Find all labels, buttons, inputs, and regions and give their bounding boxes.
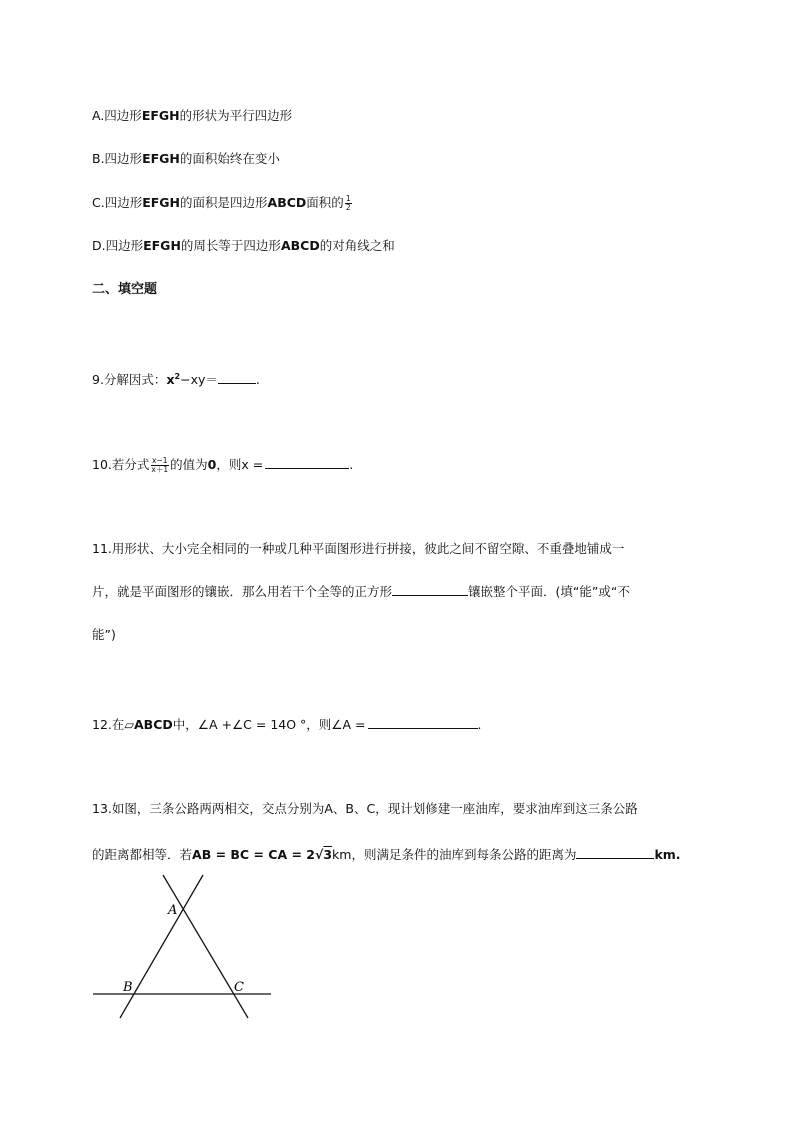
q9-expr2: −xy＝ bbox=[180, 372, 218, 388]
option-c-bold: EFGH bbox=[142, 195, 181, 210]
q11-line2a: 片，就是平面图形的镶嵌．那么用若干个全等的正方形 bbox=[92, 584, 393, 599]
option-b bbox=[92, 151, 280, 167]
q13-line2a: 的距离都相等．若 bbox=[92, 847, 193, 862]
option-c-frac-den: 2 bbox=[345, 203, 351, 212]
option-d-suffix: 的对角线之和 bbox=[319, 238, 395, 253]
q11-answer-blank[interactable] bbox=[392, 583, 468, 596]
question-9 bbox=[92, 369, 260, 388]
label-c: C bbox=[234, 980, 244, 995]
label-b: B bbox=[123, 980, 133, 995]
q10-tail: ，则x = bbox=[216, 457, 264, 472]
question-12 bbox=[92, 716, 481, 733]
q13-sqrt: 3 bbox=[323, 847, 333, 862]
q9-text: 9.分解因式： bbox=[92, 372, 167, 388]
option-d-prefix: D.四边形 bbox=[92, 238, 144, 253]
q11-line2b: 镶嵌整个平面．(填“能”或“不 bbox=[468, 584, 630, 599]
option-b-suffix: 的面积始终在变小 bbox=[179, 151, 280, 166]
q10-mid: 的值为 bbox=[170, 457, 208, 472]
section-title: 二、填空题 bbox=[92, 282, 158, 297]
question-10 bbox=[92, 456, 353, 474]
road-ab bbox=[120, 875, 203, 1018]
option-c-bold2: ABCD bbox=[267, 195, 307, 210]
option-d-mid: 的周长等于四边形 bbox=[180, 238, 281, 253]
road-ac bbox=[163, 875, 248, 1018]
q13-unit: km. bbox=[654, 847, 681, 862]
q12-end: . bbox=[477, 717, 482, 732]
q12-answer-blank[interactable] bbox=[368, 716, 478, 729]
option-a-prefix: A.四边形 bbox=[92, 108, 142, 123]
question-11-line2 bbox=[92, 583, 630, 600]
option-c-suffix: 面积的 bbox=[306, 195, 344, 210]
q10-text: 10.若分式 bbox=[92, 457, 150, 472]
q12-bold: ABCD bbox=[134, 717, 173, 732]
option-d bbox=[92, 238, 395, 254]
option-c-prefix: C.四边形 bbox=[92, 195, 143, 210]
q9-exponent: 2 bbox=[174, 372, 181, 381]
triangle-figure bbox=[90, 870, 280, 1025]
question-11-line1: 11.用形状、大小完全相同的一种或几种平面图形进行拼接，彼此之间不留空隙、不重叠地铺成一 bbox=[92, 541, 625, 556]
q12-mid: 中，∠A +∠C = 14O °，则∠A = bbox=[172, 717, 366, 732]
option-a bbox=[92, 108, 292, 124]
q10-zero: 0 bbox=[207, 457, 217, 472]
option-c bbox=[92, 195, 353, 212]
q10-fraction bbox=[150, 457, 169, 474]
option-a-bold: EFGH bbox=[141, 108, 180, 123]
q9-end: . bbox=[255, 372, 260, 388]
question-11-line3: 能”) bbox=[92, 627, 116, 642]
q13-line2b: km，则满足条件的油库到每条公路的距离为 bbox=[332, 847, 577, 862]
q10-answer-blank[interactable] bbox=[265, 456, 349, 469]
option-d-bold2: ABCD bbox=[280, 238, 320, 253]
option-b-bold: EFGH bbox=[142, 151, 180, 166]
question-13-line1: 13.如图，三条公路两两相交，交点分别为A、B、C，现计划修建一座油库，要求油库到这三条公路 bbox=[92, 801, 638, 816]
option-d-bold: EFGH bbox=[143, 238, 181, 253]
question-13-line2: 的距离都相等．若AB = BC = CA = 2√3km，则满足条件的油库到每条公路的距离为 km. bbox=[92, 847, 681, 862]
option-c-mid: 的面积是四边形 bbox=[180, 195, 268, 210]
q9-answer-blank[interactable] bbox=[218, 371, 256, 384]
q10-frac-den: x＋1 bbox=[151, 465, 169, 474]
q12-text: 12.在▱ bbox=[92, 717, 134, 732]
option-c-frac-num: 1 bbox=[345, 194, 351, 203]
q10-frac-num: x−1 bbox=[152, 456, 168, 465]
q13-equation: AB = BC = CA = 2 bbox=[192, 847, 315, 862]
option-c-fraction bbox=[345, 195, 352, 212]
label-a: A bbox=[168, 903, 178, 918]
q9-expr: x bbox=[166, 372, 175, 388]
q10-end: . bbox=[349, 457, 354, 472]
option-b-prefix: B.四边形 bbox=[92, 151, 143, 166]
option-a-suffix: 的形状为平行四边形 bbox=[179, 108, 293, 123]
q13-answer-blank[interactable] bbox=[576, 846, 654, 859]
